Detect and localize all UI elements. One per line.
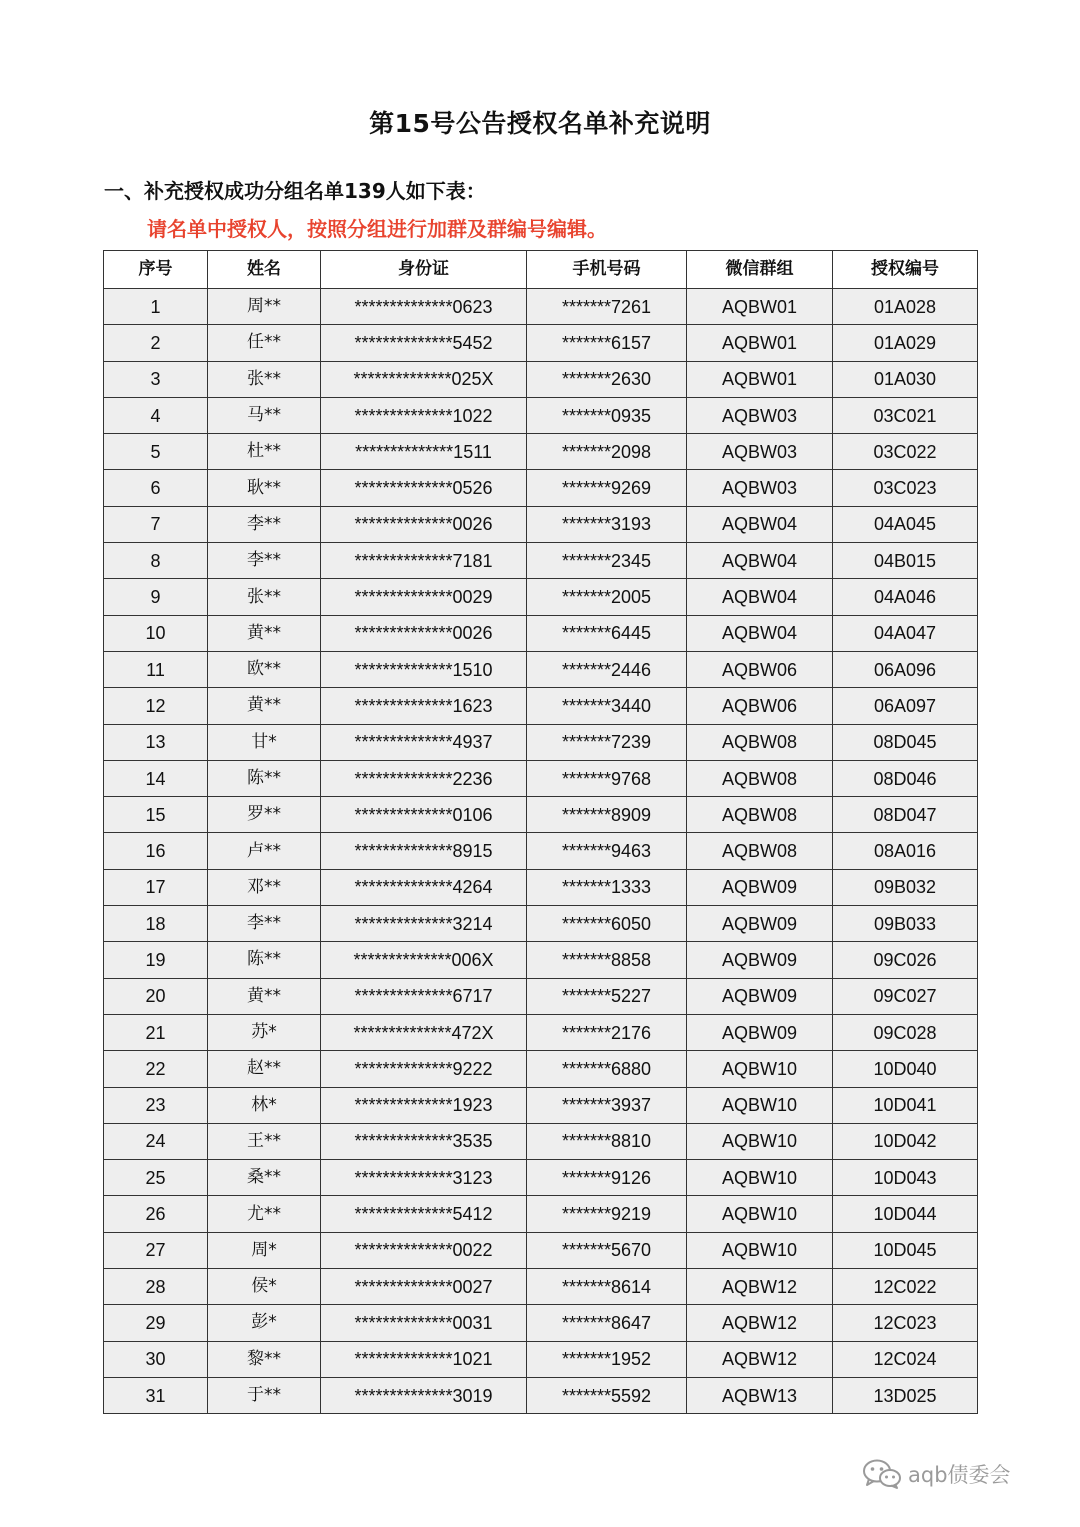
table-row [104,1051,978,1087]
cell-phone: *******8614 [527,1269,687,1305]
cell-wechat-group: AQBW01 [687,361,833,397]
cell-index: 2 [104,325,208,361]
table-row [104,906,978,942]
cell-id-card: **************6717 [321,978,527,1014]
cell-phone: *******8858 [527,942,687,978]
cell-name: 李** [208,543,321,579]
cell-id-card: **************4937 [321,724,527,760]
cell-phone: *******8909 [527,797,687,833]
table-row [104,1087,978,1123]
cell-auth-code: 04A045 [833,506,978,542]
header-phone: 手机号码 [527,251,687,289]
cell-name: 张** [208,579,321,615]
section-heading: 一、补充授权成功分组名单139人如下表： [104,179,486,203]
cell-phone: *******6880 [527,1051,687,1087]
cell-auth-code: 09C028 [833,1014,978,1050]
cell-name: 张** [208,361,321,397]
cell-phone: *******1952 [527,1341,687,1377]
table-row [104,325,978,361]
cell-name: 黄** [208,688,321,724]
cell-index: 18 [104,906,208,942]
table-body [104,289,978,1414]
table-row [104,724,978,760]
cell-index: 28 [104,1269,208,1305]
table-row [104,615,978,651]
cell-name: 欧** [208,651,321,687]
cell-index: 8 [104,543,208,579]
cell-id-card: **************9222 [321,1051,527,1087]
page-title: 第15号公告授权名单补充说明 [369,109,711,138]
cell-name: 林* [208,1087,321,1123]
cell-auth-code: 04A047 [833,615,978,651]
cell-phone: *******8647 [527,1305,687,1341]
cell-wechat-group: AQBW12 [687,1341,833,1377]
cell-id-card: **************4264 [321,869,527,905]
cell-phone: *******7239 [527,724,687,760]
cell-phone: *******2630 [527,361,687,397]
cell-name: 罗** [208,797,321,833]
watermark [862,1458,1011,1490]
cell-index: 23 [104,1087,208,1123]
cell-wechat-group: AQBW08 [687,760,833,796]
section-note: 请名单中授权人，按照分组进行加群及群编号编辑。 [147,217,607,241]
cell-phone: *******5670 [527,1232,687,1268]
cell-wechat-group: AQBW13 [687,1377,833,1413]
cell-phone: *******9219 [527,1196,687,1232]
table-row [104,1014,978,1050]
cell-auth-code: 10D041 [833,1087,978,1123]
cell-index: 11 [104,651,208,687]
cell-name: 黄** [208,615,321,651]
cell-wechat-group: AQBW03 [687,434,833,470]
cell-wechat-group: AQBW10 [687,1232,833,1268]
cell-wechat-group: AQBW06 [687,688,833,724]
cell-wechat-group: AQBW01 [687,325,833,361]
cell-wechat-group: AQBW09 [687,978,833,1014]
cell-auth-code: 04A046 [833,579,978,615]
cell-wechat-group: AQBW10 [687,1123,833,1159]
cell-auth-code: 10D043 [833,1160,978,1196]
cell-phone: *******2098 [527,434,687,470]
table-row [104,506,978,542]
cell-name: 甘* [208,724,321,760]
cell-id-card: **************1511 [321,434,527,470]
header-name: 姓名 [208,251,321,289]
cell-wechat-group: AQBW09 [687,906,833,942]
table-row [104,434,978,470]
cell-wechat-group: AQBW04 [687,506,833,542]
cell-phone: *******0935 [527,397,687,433]
table-row [104,978,978,1014]
cell-auth-code: 08A016 [833,833,978,869]
cell-id-card: **************0031 [321,1305,527,1341]
cell-wechat-group: AQBW09 [687,1014,833,1050]
cell-id-card: **************3535 [321,1123,527,1159]
wechat-icon [862,1458,902,1490]
cell-phone: *******9126 [527,1160,687,1196]
cell-auth-code: 03C021 [833,397,978,433]
cell-auth-code: 10D044 [833,1196,978,1232]
cell-name: 苏* [208,1014,321,1050]
watermark-text: aqb债委会 [908,1463,1011,1487]
cell-id-card: **************0526 [321,470,527,506]
cell-index: 3 [104,361,208,397]
cell-phone: *******9768 [527,760,687,796]
cell-auth-code: 10D042 [833,1123,978,1159]
cell-id-card: **************5412 [321,1196,527,1232]
cell-auth-code: 13D025 [833,1377,978,1413]
cell-wechat-group: AQBW08 [687,797,833,833]
cell-name: 侯* [208,1269,321,1305]
cell-index: 26 [104,1196,208,1232]
cell-index: 15 [104,797,208,833]
cell-phone: *******2446 [527,651,687,687]
cell-id-card: **************3019 [321,1377,527,1413]
cell-auth-code: 10D040 [833,1051,978,1087]
cell-auth-code: 06A096 [833,651,978,687]
table-row [104,543,978,579]
cell-auth-code: 03C023 [833,470,978,506]
cell-index: 4 [104,397,208,433]
cell-name: 黎** [208,1341,321,1377]
cell-phone: *******1333 [527,869,687,905]
cell-name: 陈** [208,942,321,978]
cell-auth-code: 09B032 [833,869,978,905]
cell-wechat-group: AQBW10 [687,1051,833,1087]
cell-phone: *******9269 [527,470,687,506]
cell-auth-code: 01A028 [833,289,978,325]
cell-index: 20 [104,978,208,1014]
header-wechat-group: 微信群组 [687,251,833,289]
cell-id-card: **************0022 [321,1232,527,1268]
table-row [104,1196,978,1232]
cell-id-card: **************0026 [321,506,527,542]
cell-id-card: **************006X [321,942,527,978]
cell-phone: *******2345 [527,543,687,579]
cell-name: 彭* [208,1305,321,1341]
cell-id-card: **************472X [321,1014,527,1050]
cell-id-card: **************2236 [321,760,527,796]
cell-wechat-group: AQBW08 [687,724,833,760]
cell-phone: *******8810 [527,1123,687,1159]
cell-id-card: **************0029 [321,579,527,615]
cell-phone: *******9463 [527,833,687,869]
cell-index: 24 [104,1123,208,1159]
cell-phone: *******6050 [527,906,687,942]
cell-wechat-group: AQBW03 [687,470,833,506]
cell-name: 赵** [208,1051,321,1087]
authorization-roster-table [103,250,978,1414]
table-row [104,579,978,615]
cell-auth-code: 09B033 [833,906,978,942]
table-row [104,942,978,978]
cell-wechat-group: AQBW10 [687,1196,833,1232]
table-header [104,251,978,289]
cell-wechat-group: AQBW10 [687,1087,833,1123]
cell-phone: *******7261 [527,289,687,325]
cell-index: 16 [104,833,208,869]
cell-wechat-group: AQBW06 [687,651,833,687]
cell-phone: *******3193 [527,506,687,542]
cell-auth-code: 08D047 [833,797,978,833]
cell-index: 13 [104,724,208,760]
table-row [104,1377,978,1413]
table-row [104,470,978,506]
cell-index: 31 [104,1377,208,1413]
cell-name: 邓** [208,869,321,905]
cell-name: 李** [208,506,321,542]
cell-auth-code: 09C026 [833,942,978,978]
cell-id-card: **************1510 [321,651,527,687]
cell-name: 杜** [208,434,321,470]
cell-name: 卢** [208,833,321,869]
table-row [104,361,978,397]
cell-auth-code: 09C027 [833,978,978,1014]
cell-index: 12 [104,688,208,724]
header-index: 序号 [104,251,208,289]
cell-index: 25 [104,1160,208,1196]
table-row [104,1160,978,1196]
table-row [104,397,978,433]
cell-index: 30 [104,1341,208,1377]
cell-name: 周** [208,289,321,325]
cell-id-card: **************0106 [321,797,527,833]
cell-index: 9 [104,579,208,615]
cell-wechat-group: AQBW12 [687,1269,833,1305]
cell-name: 马** [208,397,321,433]
table-row [104,1232,978,1268]
cell-index: 6 [104,470,208,506]
cell-phone: *******6157 [527,325,687,361]
cell-name: 耿** [208,470,321,506]
cell-auth-code: 01A030 [833,361,978,397]
cell-name: 黄** [208,978,321,1014]
cell-auth-code: 08D046 [833,760,978,796]
table-row [104,1269,978,1305]
cell-name: 尤** [208,1196,321,1232]
cell-wechat-group: AQBW01 [687,289,833,325]
cell-name: 桑** [208,1160,321,1196]
cell-index: 14 [104,760,208,796]
cell-name: 陈** [208,760,321,796]
cell-name: 王** [208,1123,321,1159]
cell-index: 21 [104,1014,208,1050]
header-auth-code: 授权编号 [833,251,978,289]
cell-phone: *******2005 [527,579,687,615]
cell-auth-code: 01A029 [833,325,978,361]
header-id-card: 身份证 [321,251,527,289]
table-row [104,760,978,796]
table-row [104,688,978,724]
cell-name: 周* [208,1232,321,1268]
table-row [104,797,978,833]
cell-phone: *******2176 [527,1014,687,1050]
cell-wechat-group: AQBW09 [687,942,833,978]
cell-id-card: **************0027 [321,1269,527,1305]
cell-index: 10 [104,615,208,651]
cell-index: 29 [104,1305,208,1341]
cell-id-card: **************8915 [321,833,527,869]
cell-name: 李** [208,906,321,942]
cell-auth-code: 12C023 [833,1305,978,1341]
cell-auth-code: 04B015 [833,543,978,579]
cell-wechat-group: AQBW12 [687,1305,833,1341]
cell-wechat-group: AQBW03 [687,397,833,433]
table-row [104,1123,978,1159]
cell-wechat-group: AQBW08 [687,833,833,869]
cell-auth-code: 06A097 [833,688,978,724]
cell-id-card: **************1022 [321,397,527,433]
cell-id-card: **************1021 [321,1341,527,1377]
cell-wechat-group: AQBW04 [687,615,833,651]
table-row [104,1305,978,1341]
table-row [104,651,978,687]
cell-index: 19 [104,942,208,978]
table-row [104,833,978,869]
cell-auth-code: 12C024 [833,1341,978,1377]
cell-id-card: **************0623 [321,289,527,325]
cell-id-card: **************025X [321,361,527,397]
cell-phone: *******3937 [527,1087,687,1123]
cell-name: 任** [208,325,321,361]
cell-name: 于** [208,1377,321,1413]
cell-phone: *******5227 [527,978,687,1014]
cell-index: 22 [104,1051,208,1087]
cell-index: 17 [104,869,208,905]
table-row [104,289,978,325]
cell-phone: *******5592 [527,1377,687,1413]
cell-wechat-group: AQBW04 [687,543,833,579]
cell-id-card: **************3123 [321,1160,527,1196]
table-header-row [104,251,978,289]
table-row [104,1341,978,1377]
cell-index: 5 [104,434,208,470]
cell-id-card: **************0026 [321,615,527,651]
cell-index: 27 [104,1232,208,1268]
cell-wechat-group: AQBW10 [687,1160,833,1196]
cell-id-card: **************1623 [321,688,527,724]
table-row [104,869,978,905]
cell-index: 1 [104,289,208,325]
cell-auth-code: 12C022 [833,1269,978,1305]
cell-index: 7 [104,506,208,542]
cell-id-card: **************1923 [321,1087,527,1123]
cell-auth-code: 08D045 [833,724,978,760]
cell-wechat-group: AQBW09 [687,869,833,905]
cell-id-card: **************5452 [321,325,527,361]
cell-auth-code: 03C022 [833,434,978,470]
cell-phone: *******3440 [527,688,687,724]
cell-wechat-group: AQBW04 [687,579,833,615]
cell-id-card: **************3214 [321,906,527,942]
cell-phone: *******6445 [527,615,687,651]
cell-id-card: **************7181 [321,543,527,579]
cell-auth-code: 10D045 [833,1232,978,1268]
